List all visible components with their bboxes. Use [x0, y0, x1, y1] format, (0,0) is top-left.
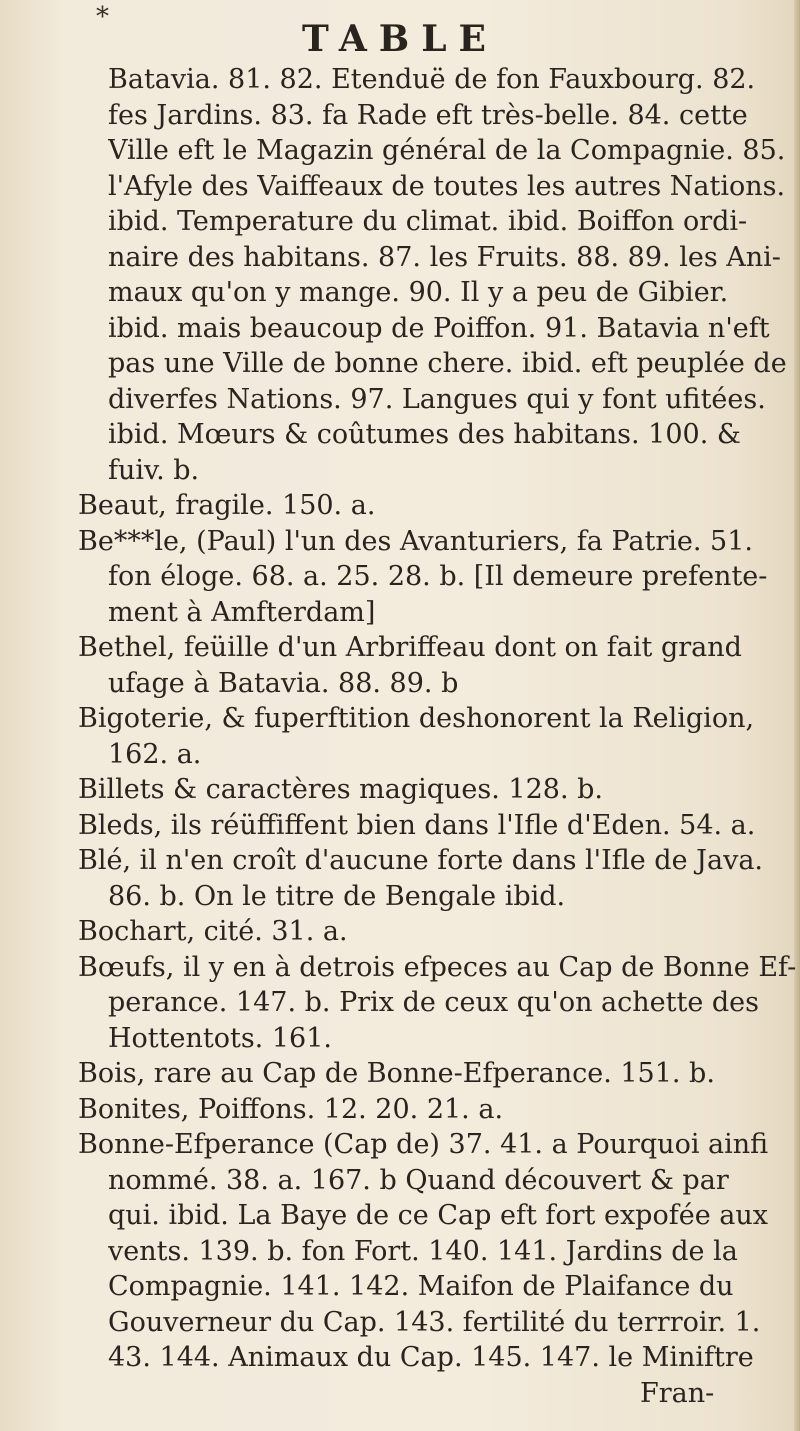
text-line: 86. b. On le titre de Bengale ibid.: [108, 880, 566, 912]
text-line: fes Jardins. 83. fa Rade eft très-belle. 84. cette: [108, 99, 748, 131]
text-line: Be***le, (Paul) l'un des Avanturiers, fa Patrie. 51.: [78, 525, 753, 557]
text-line: Bonites, Poiffons. 12. 20. 21. a.: [78, 1093, 504, 1125]
text-line: Blé, il n'en croît d'aucune forte dans l'Ifle de Java.: [78, 845, 764, 876]
text-line: ibid. Temperature du climat. ibid. Boiffon ordi-: [108, 206, 748, 237]
text-line: ibid. mais beaucoup de Poiffon. 91. Batavia n'eft: [108, 312, 770, 344]
text-line: Billets & caractères magiques. 128. b.: [78, 774, 603, 805]
text-line: Ville eft le Magazin général de la Compagnie. 85.: [108, 135, 786, 166]
text-line: Bigoterie, & fuperftition deshonorent la Religion,: [78, 703, 755, 734]
text-line: Hottentots. 161.: [108, 1022, 332, 1054]
text-line: qui. ibid. La Baye de ce Cap eft fort expofée aux: [108, 1200, 768, 1231]
text-line: ibid. Mœurs & coûtumes des habitans. 100. &: [108, 419, 741, 450]
text-line: fon éloge. 68. a. 25. 28. b. [Il demeure prefente-: [108, 561, 768, 592]
page-edge: [794, 0, 800, 1431]
text-line: Bleds, ils réüffiffent bien dans l'Ifle d'Eden. 54. a.: [78, 809, 756, 841]
text-line: Batavia. 81. 82. Etenduë de fon Fauxbourg. 82.: [108, 64, 756, 95]
text-line: Bethel, feüille d'un Arbriffeau dont on fait grand: [78, 632, 742, 663]
text-line: 162. a.: [108, 738, 202, 770]
text-line: nommé. 38. a. 167. b Quand découvert & par: [108, 1164, 729, 1196]
text-line: Beaut, fragile. 150. a.: [78, 490, 376, 521]
text-line: l'Afyle des Vaiffeaux de toutes les autres Nations.: [108, 170, 786, 202]
text-line: ufage à Batavia. 88. 89. b: [108, 667, 459, 699]
text-line: 43. 144. Animaux du Cap. 145. 147. le Miniftre: [108, 1342, 754, 1373]
text-line: Compagnie. 141. 142. Maifon de Plaifance du: [108, 1271, 734, 1302]
text-line: naire des habitans. 87. les Fruits. 88. 89. les Ani-: [108, 241, 781, 273]
text-line: Bois, rare au Cap de Bonne-Efperance. 151. b.: [78, 1058, 715, 1089]
text-line: perance. 147. b. Prix de ceux qu'on achette des: [108, 987, 760, 1018]
text-line: ment à Amfterdam]: [108, 596, 376, 628]
text-line: Bonne-Efperance (Cap de) 37. 41. a Pourquoi ainfi: [78, 1129, 769, 1160]
text-line: maux qu'on y mange. 90. Il y a peu de Gibier.: [108, 277, 729, 308]
text-line: Bochart, cité. 31. a.: [78, 916, 348, 947]
text-line: pas une Ville de bonne chere. ibid. eft peuplée de: [108, 348, 787, 379]
printer-mark: *: [96, 2, 109, 32]
page-header: TABLE: [302, 18, 498, 60]
text-line: diverfes Nations. 97. Langues qui y font ufitées.: [108, 383, 766, 415]
text-line: Bœufs, il y en à detrois efpeces au Cap de Bonne Ef-: [78, 951, 797, 983]
text-line: vents. 139. b. fon Fort. 140. 141. Jardins de la: [108, 1235, 738, 1267]
text-line: fuiv. b.: [108, 454, 200, 486]
text-line: Fran-: [640, 1377, 715, 1409]
text-line: Gouverneur du Cap. 143. fertilité du terrroir. 1.: [108, 1306, 761, 1338]
